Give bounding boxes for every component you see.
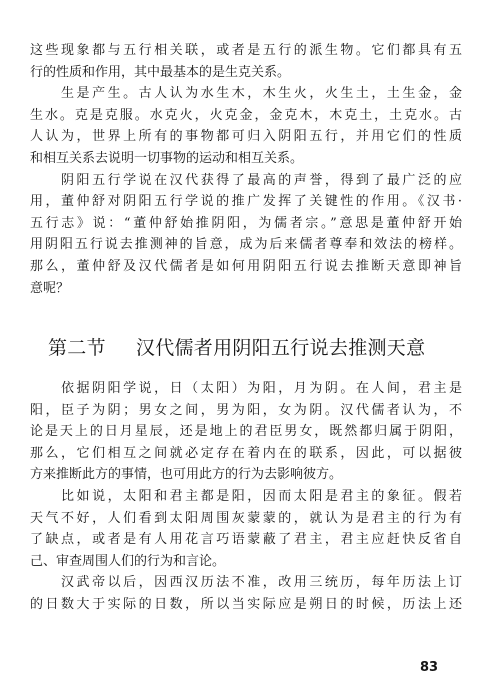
text-line: 比如说，太阳和君主都是阳，因而太阳是君主的象征。假若 bbox=[30, 488, 462, 504]
text-line: 这些现象都与五行相关联，或者是五行的派生物。它们都具有五 bbox=[30, 43, 462, 58]
text-line: 那么，它们相互之间就必定存在着内在的联系，因此，可以据彼 bbox=[30, 445, 462, 461]
text-line: 行的性质和作用，其中最基本的是生克关系。 bbox=[30, 64, 291, 80]
text-line: 论是天上的日月星辰，还是地上的君臣男女，既然都归属于阴阳， bbox=[30, 424, 462, 440]
text-line: 生是产生。古人认为水生木，木生火，火生土，土生金，金 bbox=[30, 86, 462, 102]
text-line: 和相互关系去说明一切事物的运动和相互关系。 bbox=[30, 150, 304, 166]
text-line: 的日数大于实际的日数，所以当实际应是朔日的时候，历法上还 bbox=[30, 596, 462, 612]
text-line: 意呢？ bbox=[30, 280, 70, 296]
section-number: 第二节 bbox=[48, 337, 106, 359]
text-line: 用阴阳五行说去推测神的旨意，成为后来儒者尊奉和效法的榜样。 bbox=[30, 237, 462, 253]
text-line: 那么，董仲舒及汉代儒者是如何用阴阳五行说去推断天意即神旨 bbox=[30, 258, 462, 274]
text-line: 阴阳五行学说在汉代获得了最高的声誉，得到了最广泛的应 bbox=[30, 172, 462, 188]
text-line: 了缺点，或者是有人用花言巧语蒙蔽了君主，君主应赶快反省自 bbox=[30, 532, 462, 548]
text-line: 用，董仲舒对阴阳五行学说的推广发挥了关键性的作用。《汉书· bbox=[30, 194, 462, 210]
text-line: 人认为，世界上所有的事物都可归入阴阳五行，并用它们的性质 bbox=[30, 129, 462, 145]
text-line: 汉武帝以后，因西汉历法不准，改用三统历，每年历法上订 bbox=[30, 575, 462, 591]
text-line: 阳，臣子为阴；男女之间，男为阳，女为阴。汉代儒者认为，不 bbox=[30, 402, 462, 418]
text-line: 己、审查周围人们的行为和言论。 bbox=[30, 553, 226, 569]
text-line: 方来推断此方的事情，也可用此方的行为去影响彼方。 bbox=[30, 467, 343, 483]
text-line: 依据阴阳学说，日（太阳）为阳，月为阴。在人间，君主是 bbox=[30, 381, 462, 396]
text-line: 五行志》说：“董仲舒始推阴阳，为儒者宗。”意思是董仲舒开始 bbox=[30, 215, 462, 231]
text-block-top bbox=[30, 40, 462, 299]
text-line: 生水。克是克服。水克火，火克金，金克木，木克土，土克水。古 bbox=[30, 107, 462, 123]
page-number: 83 bbox=[420, 660, 439, 675]
text-block-bottom bbox=[30, 378, 462, 616]
section-heading bbox=[48, 333, 448, 363]
section-title: 汉代儒者用阴阳五行说去推测天意 bbox=[135, 337, 426, 359]
text-line: 天气不好，人们看到太阳周围灰蒙蒙的，就认为是君主的行为有 bbox=[30, 510, 462, 526]
